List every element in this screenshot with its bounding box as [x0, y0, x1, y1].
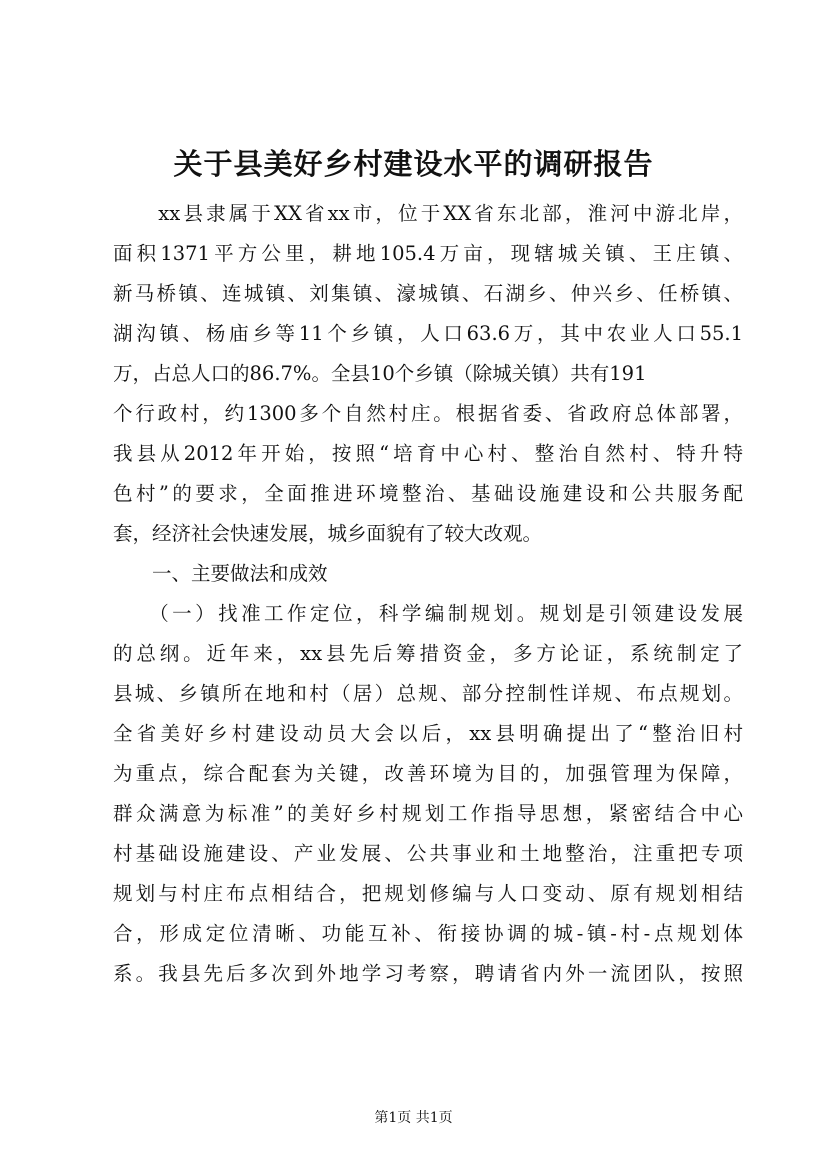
body-line: 县城、乡镇所在地和村（居）总规、部分控制性详规、布点规划。 [113, 682, 743, 705]
body-line: 套，经济社会快速发展，城乡面貌有了较大改观。 [113, 522, 543, 545]
body-line: 新马桥镇、连城镇、刘集镇、濠城镇、石湖乡、仲兴乡、任桥镇、 [113, 282, 743, 305]
body-line: xx县隶属于XX省xx市，位于XX省东北部，淮河中游北岸， [113, 202, 743, 225]
body-line: 为重点，综合配套为关键，改善环境为目的，加强管理为保障， [113, 762, 743, 785]
body-line: 面积1371平方公里，耕地105.4万亩，现辖城关镇、王庄镇、 [113, 242, 743, 265]
body-line: （一）找准工作定位，科学编制规划。规划是引领建设发展 [113, 602, 743, 625]
body-line: 的总纲。近年来，xx县先后筹措资金，多方论证，系统制定了 [113, 642, 743, 665]
body-line: 村基础设施建设、产业发展、公共事业和土地整治，注重把专项 [113, 842, 743, 865]
body-line: 色村”的要求，全面推进环境整治、基础设施建设和公共服务配 [113, 482, 743, 505]
body-line: 全省美好乡村建设动员大会以后，xx县明确提出了“整治旧村 [113, 722, 743, 745]
body-line: 系。我县先后多次到外地学习考察，聘请省内外一流团队，按照 [113, 962, 743, 985]
document-body [113, 194, 743, 994]
body-line: 合，形成定位清晰、功能互补、衔接协调的城-镇-村-点规划体 [113, 922, 743, 945]
body-line: 我县从2012年开始，按照“培育中心村、整治自然村、特升特 [113, 442, 743, 465]
section-heading: 一、主要做法和成效 [113, 562, 328, 585]
body-line: 万，占总人口的86.7%。全县10个乡镇（除城关镇）共有191 [113, 362, 647, 385]
document-title: 关于县美好乡村建设水平的调研报告 [173, 147, 654, 181]
body-line: 群众满意为标准”的美好乡村规划工作指导思想，紧密结合中心 [113, 802, 743, 825]
body-line: 个行政村，约1300多个自然村庄。根据省委、省政府总体部署， [113, 402, 743, 425]
body-line: 湖沟镇、杨庙乡等11个乡镇，人口63.6万，其中农业人口55.1 [113, 322, 743, 345]
body-line: 规划与村庄布点相结合，把规划修编与人口变动、原有规划相结 [113, 882, 743, 905]
page-footer: 第1页 共1页 [374, 1110, 453, 1126]
